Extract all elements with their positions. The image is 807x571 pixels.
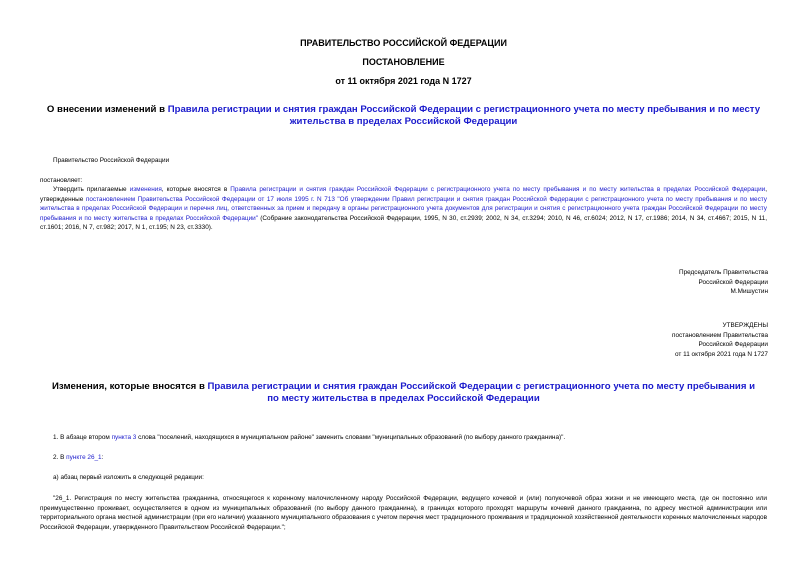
item1-text-2: слова "поселений, находящихся в муниципальном районе" заменить словами "муниципальных образований (по выбору данного гражданина)". [136,434,566,441]
changes-link[interactable]: изменения [129,186,162,193]
signature-name: М.Мишустин [730,288,768,296]
decree-paragraph [40,185,767,233]
para1-text-2: , которые вносятся в [161,186,231,193]
government-heading: ПРАВИТЕЛЬСТВО РОССИЙСКОЙ ФЕДЕРАЦИИ [300,38,507,48]
changes-title [50,381,757,405]
change-item-2a: а) абзац первый изложить в следующей редакции: [53,474,204,481]
document-title-prefix: О внесении изменений в [46,104,168,115]
approval-line-4: от 11 октября 2021 года N 1727 [675,350,768,358]
item2-text-1: 2. В [53,454,67,461]
doc-date-number: от 11 октября 2021 года N 1727 [335,76,472,86]
signature-position-1: Председатель Правительства [679,269,768,276]
approval-line-3: Российской Федерации [698,341,768,349]
para1-text-1: Утвердить прилагаемые [53,186,130,193]
decree-713-link[interactable]: постановлением Правительства Российской Федерации от 17 июля 1995 г. N 713 "Об утверждении Правил регистрации и снятия граждан Российской Федерации с регистрационного учета по месту пребывания и по месту жительства в пределах Российской Федерации и перечня лиц, ответственных за прием и передачу в органы регистрационного учета документов для регистрации и снятия с регистрационного учета граждан Российской Федерации по месту пребывания и по месту жительства в пределах Российской Федерации" [40,195,767,222]
point-3-link[interactable]: пункта 3 [111,434,137,441]
approval-block [500,321,768,359]
changes-title-prefix: Изменения, которые вносятся в [52,381,208,392]
item2-text-2: : [101,454,104,461]
para1-text-3: , утвержденные [40,186,767,203]
rules-link-inline[interactable]: Правила регистрации и снятия граждан Российской Федерации с регистрационного учета по месту пребывания и по месту жительства в пределах Российской Федерации [230,186,766,193]
point-26-1-link[interactable]: пункте 26_1 [66,454,102,461]
document-title [30,104,777,128]
approval-line-2: постановлением Правительства [672,331,768,339]
signature-block [500,268,768,297]
para1-text-4: (Собрание законодательства Российской Федерации, 1995, N 30, ст.2939; 2002, N 34, ст.3294; 2010, N 46, ст.6024; 2012, N 17, ст.1986; 2014, N 34, ст.4667; 2015, N 11, ст.1601; 2016, N 7, ст.982; 2017, N 1, ст.195; N 23, ст.3330). [40,214,767,232]
approval-line-1: УТВЕРЖДЕНЫ [722,322,768,329]
doc-type-heading: ПОСТАНОВЛЕНИЕ [362,57,445,67]
change-item-1 [53,433,565,443]
item1-text-1: 1. В абзаце втором [53,434,112,441]
changes-rules-link[interactable]: Правила регистрации и снятия граждан Российской Федерации с регистрационного учета по месту пребывания и по месту жительства в пределах Российской Федерации [207,381,755,404]
decrees-line: постановляет: [40,177,83,184]
rules-link[interactable]: Правила регистрации и снятия граждан Российской Федерации с регистрационного учета по месту пребывания и по месту жительства в пределах Российской Федерации [167,104,761,127]
signature-position-2: Российской Федерации [698,278,768,286]
change-item-2a-text: "26_1. Регистрация по месту жительства гражданина, относящегося к коренному малочисленному народу Российской Федерации, ведущего кочевой и (или) полукочевой образ жизни и не имеющего места, где он постоянно или преимущественно проживает, осуществляется в одном из муниципальных образований (по выбору данного гражданина), в границах которого проходят маршруты кочевий данного гражданина, по адресу местной администрации или территориального органа местной администрации (при его наличии) указанного муниципального образования с учетом перечня мест традиционного проживания и традиционной хозяйственной деятельности коренных малочисленных народов Российской Федерации, утвержденного Правительством Российской Федерации."; [40,495,767,531]
government-line: Правительство Российской Федерации [53,157,170,164]
change-item-2 [53,453,103,463]
